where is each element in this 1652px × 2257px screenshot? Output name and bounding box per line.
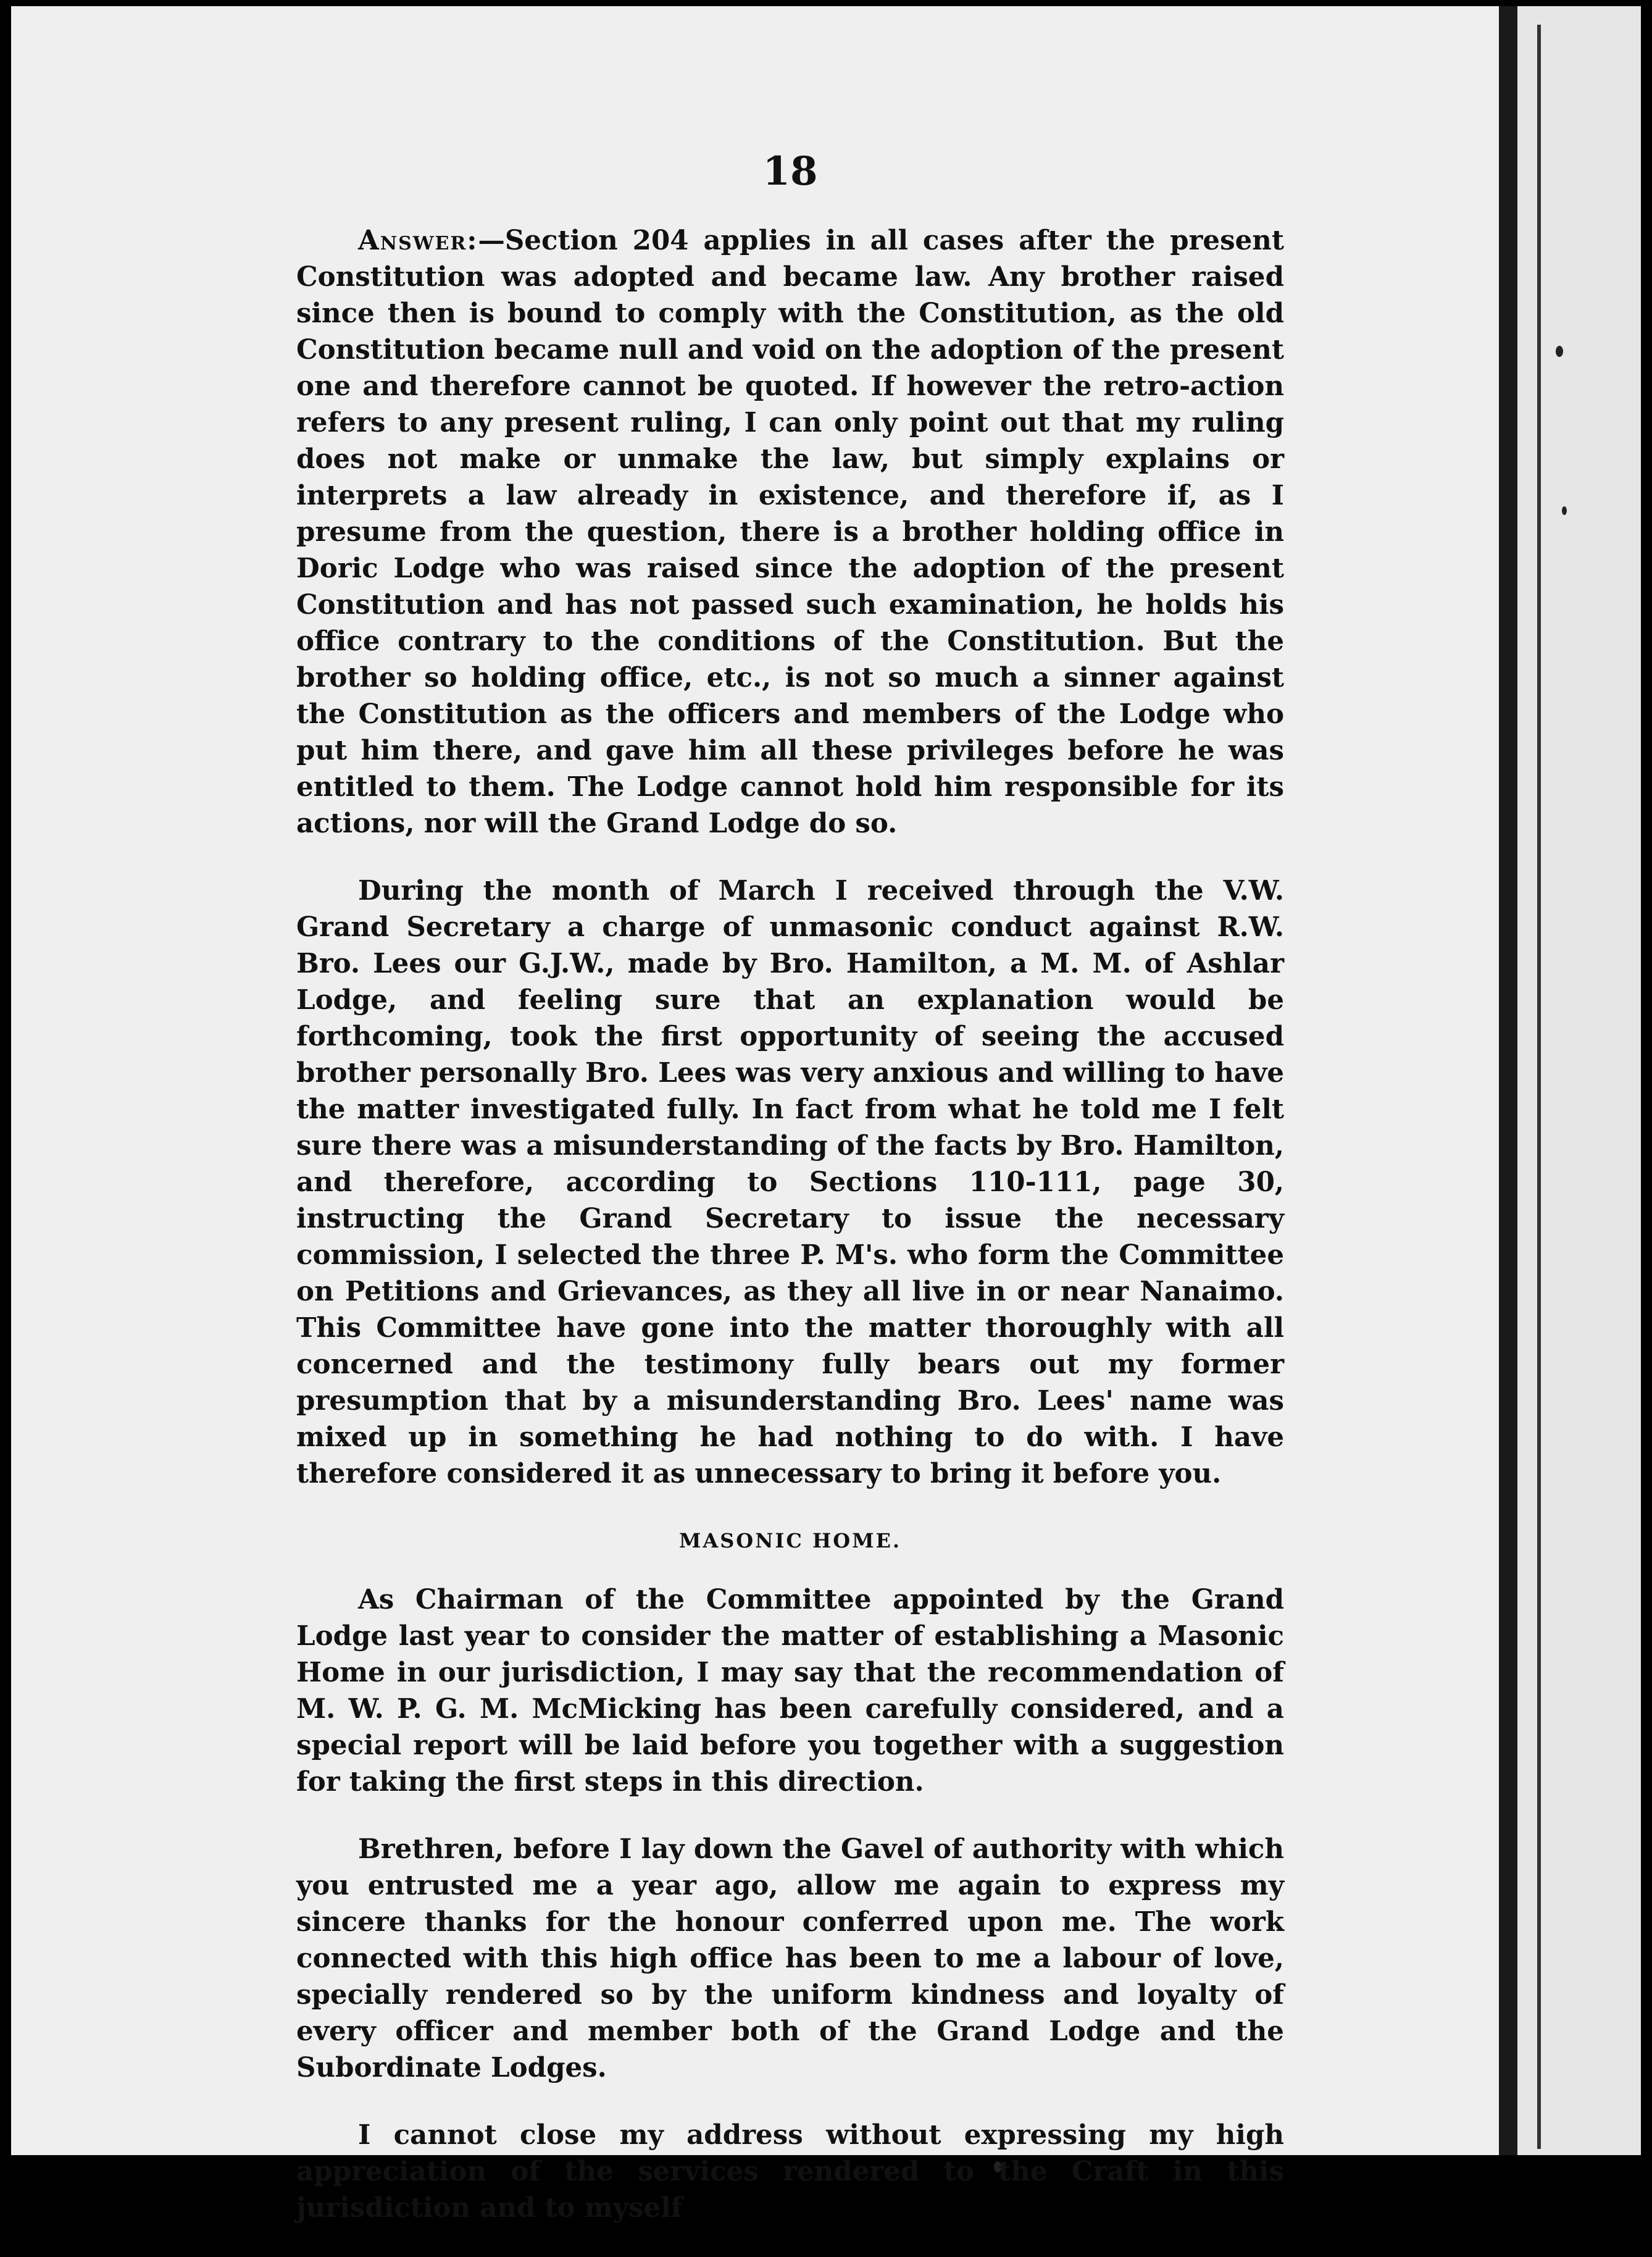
masonic-home-paragraph: As Chairman of the Committee appointed by the Grand Lodge last year to consider the matter of establishing a Masonic Home in our jurisdiction, I may say that the recommendation of M. W. P. G. M. McMicking has been carefully considered, and a special report will be laid before you together with a suggestion for taking the first steps in this direction. [296, 1584, 1284, 1798]
document-body [296, 222, 1284, 2257]
answer-paragraph [296, 222, 1284, 842]
binding-edge-line [1537, 25, 1541, 2149]
complaint-paragraph: During the month of March I received through the V.W. Grand Secretary a charge of unmasonic conduct against R.W. Bro. Lees our G.J.W., made by Bro. Hamilton, a M. M. of Ashlar Lodge, and feeling sure that an explanation would be forthcoming, took the first opportunity of seeing the accused brother personally Bro. Lees was very anxious and willing to have the matter investigated fully. In fact from what he told me I felt sure there was a misunderstanding of the facts by Bro. Hamilton, and therefore, according to Sections 110-111, page 30, instructing the Grand Secretary to issue the necessary commission, I selected the three P. M's. who form the Committee on Petitions and Grievances, as they all live in or near Nanaimo. This Committee have gone into the matter thoroughly with all concerned and the testimony fully bears out my former presumption that by a misunderstanding Bro. Lees' name was mixed up in something he had nothing to do with. I have therefore considered it as unnecessary to bring it before you. [296, 875, 1284, 1489]
scan-speck [1556, 346, 1563, 357]
scan-speck [1562, 506, 1567, 515]
answer-text: —Section 204 applies in all cases after the present Constitution was adopted and became law. Any brother raised since then is bound to comply with the Constitution, as the old Constitution became null and void on the adoption of the present one and therefore cannot be quoted. If however the retro-action refers to any present ruling, I can only point out that my ruling does not make or unmake the law, but simply explains or interprets a law already in existence, and therefore if, as I presume from the question, there is a brother holding office in Doric Lodge who was raised since the adoption of the present Constitution and has not passed such examination, he holds his office contrary to the conditions of the Constitution. But the brother so holding office, etc., is not so much a sinner against the Constitution as the officers and members of the Lodge who put him there, and gave him all these privileges before he was entitled to them. The Lodge cannot hold him responsible for its actions, nor will the Grand Lodge do so. [296, 225, 1284, 839]
answer-label: Answer: [358, 225, 478, 256]
closing-paragraph: I cannot close my address without expressing my high appreciation of the services rendered to the Craft in this jurisdiction and to myself [296, 2119, 1284, 2224]
thanks-paragraph: Brethren, before I lay down the Gavel of authority with which you entrusted me a year ago, allow me again to express my sincere thanks for the honour conferred upon me. The work connected with this high office has been to me a labour of love, specially rendered so by the uniform kindness and loyalty of every officer and member both of the Grand Lodge and the Subordinate Lodges. [296, 1833, 1284, 2083]
page-number: 18 [762, 148, 818, 195]
page-gutter [1499, 6, 1517, 2155]
section-heading: MASONIC HOME. [678, 1529, 902, 1552]
facing-page-edge [1517, 6, 1641, 2155]
